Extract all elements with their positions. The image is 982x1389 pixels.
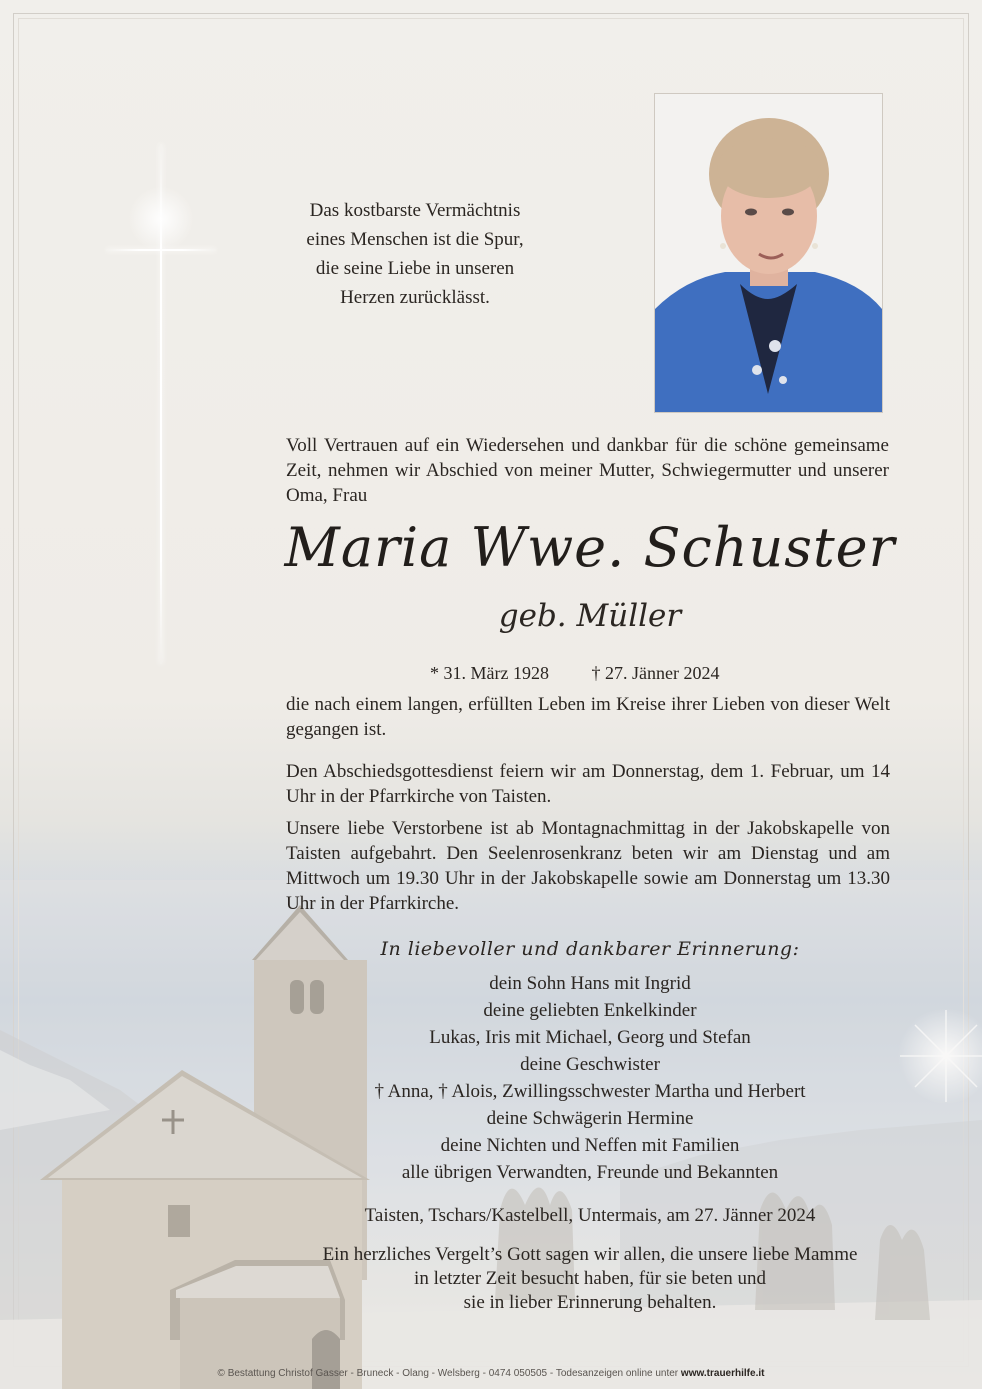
viewing-rosary-paragraph: Unsere liebe Verstorbene ist ab Montagnachmittag in der Jakobskapelle von Taisten aufgebahrt. Den Seelenrosenkranz beten wir am Dienstag und am Mittwoch um 19.30 Uhr in der Jakobskapelle sowie am Donnerstag um 13.30 Uhr in der Pfarrkirche. [286, 818, 890, 914]
remembrance-heading: In liebevoller und dankbarer Erinnerung: [380, 938, 800, 960]
footer-text: © Bestattung Christof Gasser - Bruneck - Olang - Welsberg - 0474 050505 - Todesanzeigen online unter [217, 1368, 679, 1379]
mourners-list [290, 970, 890, 1186]
mourner-line: alle übrigen Verwandten, Freunde und Bekannten [401, 1162, 779, 1183]
place-date: Taisten, Tschars/Kastelbell, Untermais, am 27. Jänner 2024 [364, 1205, 816, 1226]
deceased-name: Maria Wwe. Schuster [284, 516, 896, 579]
portrait-illustration [655, 94, 882, 412]
thanks-line: in letzter Zeit besucht haben, für sie beten und [414, 1268, 766, 1289]
death-date: † 27. Jänner 2024 [591, 663, 720, 683]
thanks-line: sie in lieber Erinnerung behalten. [463, 1292, 717, 1313]
quote-line: eines Menschen ist die Spur, [306, 229, 524, 250]
passing-paragraph: die nach einem langen, erfüllten Leben im Kreise ihrer Lieben von dieser Welt gegangen ist. [286, 694, 890, 740]
memorial-quote [240, 196, 590, 312]
mourner-line: deine Schwägerin Hermine [486, 1108, 694, 1129]
portrait-photo [654, 93, 883, 413]
life-dates [430, 663, 830, 684]
mourner-line: deine Nichten und Neffen mit Familien [440, 1135, 740, 1156]
mourner-line: deine geliebten Enkelkinder [483, 1000, 697, 1021]
footer-link[interactable]: www.trauerhilfe.it [680, 1368, 765, 1379]
mourner-line: deine Geschwister [520, 1054, 660, 1075]
intro-text: Voll Vertrauen auf ein Wiedersehen und dankbar für die schöne gemeinsame Zeit, nehmen wir Abschied von meiner Mutter, Schwiegermutter und unserer Oma, Frau [286, 435, 889, 506]
thanks-text [290, 1243, 890, 1315]
quote-line: Herzen zurücklässt. [340, 287, 490, 308]
deceased-birth-name: geb. Müller [498, 598, 682, 634]
cross-icon [106, 144, 216, 664]
mourner-line: † Anna, † Alois, Zwillingsschwester Martha und Herbert [374, 1081, 806, 1102]
footer [0, 1368, 982, 1379]
quote-line: Das kostbarste Vermächtnis [309, 200, 521, 221]
mourner-line: dein Sohn Hans mit Ingrid [489, 973, 691, 994]
thanks-line: Ein herzliches Vergelt’s Gott sagen wir allen, die unsere liebe Mamme [322, 1244, 858, 1265]
funeral-service-paragraph: Den Abschiedsgottesdienst feiern wir am Donnerstag, dem 1. Februar, um 14 Uhr in der Pfarrkirche von Taisten. [286, 761, 890, 807]
birth-date: * 31. März 1928 [430, 663, 549, 683]
quote-line: die seine Liebe in unseren [315, 258, 515, 279]
mourner-line: Lukas, Iris mit Michael, Georg und Stefan [429, 1027, 751, 1048]
